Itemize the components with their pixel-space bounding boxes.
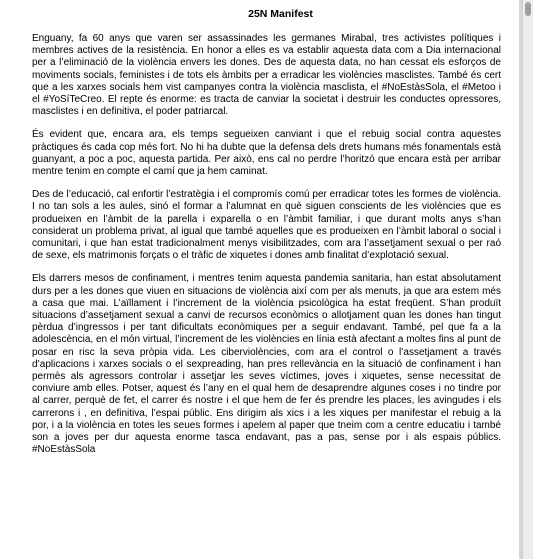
vertical-scrollbar[interactable]	[522, 0, 533, 559]
paragraph-4: Els darrers mesos de confinament, i mentres tenim aquesta pandemia sanitaria, han estat absolutament durs per a les dones que viuen en situacions de violència així com per als menuts, ja que ara estem més a casa que mai. L’aïllament i l’increment de la violència psicològica ha estat freqüent. S’han produït situacions d’assetjament sexual a canvi de recursos econòmics o allotjament quan les dones han tingut pèrdua d’ingressos i per tant dificultats econòmiques per a seguir endavant. També, pel que fa a la adolescència, en el món virtual, l’increment de les violències en línia està afectant a moltes fins al punt de posar en risc la seva pròpia vida. Les ciberviolències, com ara el control o l’assetjament a través d’aplicacions i xarxes socials o el sexpreading, han pres rellevància en la situació de confinament i han permès als agressors controlar i assetjar les seves víctimes, joves i xiquetes, sense necessitat de conviure amb elles. Potser, aquest és l’any en el qual hem de desaprendre algunes coses i no tindre por al carrer, perquè de fet, el carrer és nostre i el que hem de fer és prendre les places, les avingudes i els carrerons i , en definitiva, l’espai públic. Ens dirigim als xics i a les xiques per manifestar el rebuig a la por, i a la violència en totes les seues formes i apelem al paper que tneim com a centre educatiu i també son a joves per dur aquesta enorme tasca endavant, pas a pas, sense por i als espais públics. #NoEstàsSola	[32, 273, 501, 456]
document-title: 25N Manifest	[248, 8, 313, 20]
paragraph-2: És evident que, encara ara, els temps segueixen canviant i que el rebuig social contra aquestes pràctiques és cada cop més fort. No hi ha dubte que la defensa dels drets humans més fonamentals està guanyant, a poc a poc, aquesta partida. Per això, ens cal no perdre l’horitzó que encara està per arribar mentre tenim en compte el camí que ja hem caminat.	[32, 129, 501, 178]
scrollbar-thumb[interactable]	[525, 2, 531, 16]
paragraph-3: Des de l’educació, cal enfortir l’estratègia i el compromís comú per erradicar totes les formes de violència. I no tan sols a les aules, sinó el formar a l’alumnat en què siguen conscients de les violències que es produeixen en l’àmbit de la parella i exparella o en l’àmbit familiar, i que durant molts anys s’han considerat un problema privat, al igual que també aquelles que es produeixen en l’àmbit laboral o social i comunitari, i que han estat tradicionalment menys visibilitzades, com ara l’assetjament sexual o per raó de sexe, els matrimonis forçats o el tràfic de xiquetes i dones amb finalitat d’explotació sexual.	[32, 189, 501, 262]
paragraph-1: Enguany, fa 60 anys que varen ser assassinades les germanes Mirabal, tres activistes polítiques i membres actives de la resistència. En honor a elles es va establir aquesta data com a Dia internacional per a l’eliminació de la violència envers les dones. Des de aquesta data, no han cessat els esforços de moviments socials, feministes i de tots els àmbits per a erradicar les violències masclistes. També és cert que a les xarxes socials hem vist campanyes contra la violència masclista, el #NoEstàsSola, el #Metoo i el #YoSíTeCreo. El repte és enorme: es tracta de canviar la societat i destruir les conductes opressores, masclistes i en definitiva, el poder patriarcal.	[32, 33, 501, 118]
